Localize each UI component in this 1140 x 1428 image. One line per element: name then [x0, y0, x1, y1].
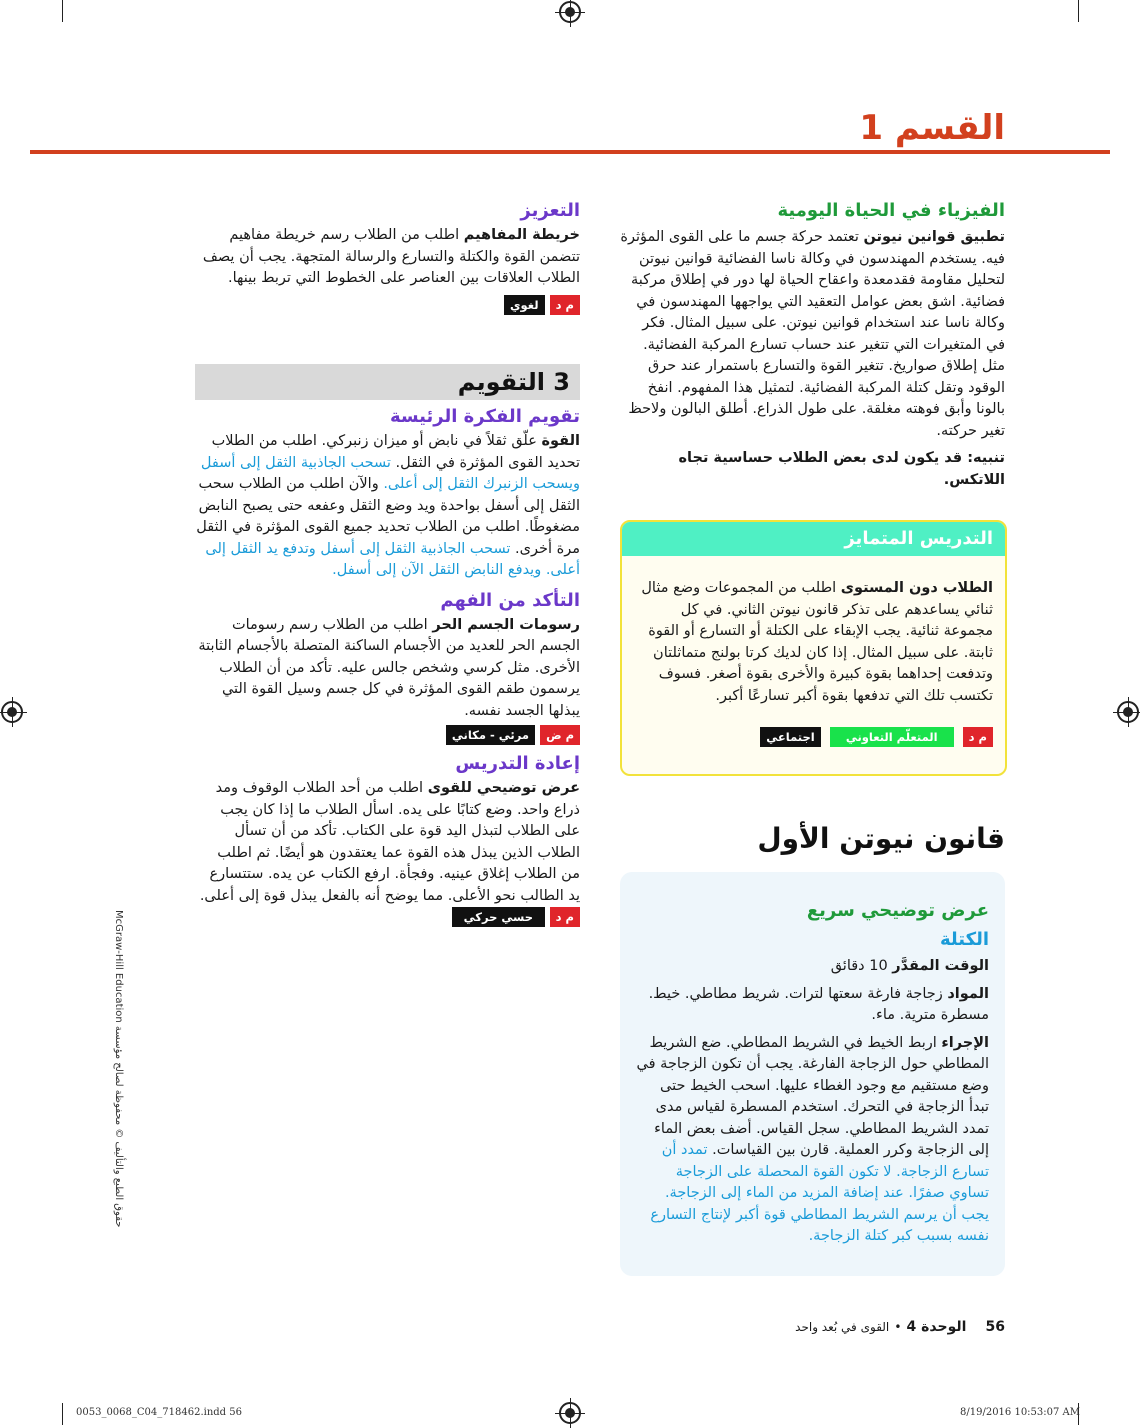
quick-demo-topic: الكتلة	[939, 929, 989, 950]
procedure	[636, 1033, 989, 1248]
diff-tags	[760, 726, 993, 747]
newton-laws-label: تطبيق قوانين نيوتن	[863, 229, 1005, 245]
force-answer-1: تسحب الجاذبية الثقل إلى أسفل ويسحب الزنبرك الثقل إلى أعلى.	[200, 454, 580, 492]
assessment-bar	[195, 364, 580, 400]
tag-linguistic: لغوي	[504, 295, 545, 315]
page-footer	[790, 1316, 1005, 1335]
force-body-1: علّق ثقلاً في نابض أو ميزان زنبركي. اطلب من الطلاب تحديد القوى المؤثرة في الثقل.	[211, 433, 580, 471]
registration-mark-icon	[1, 701, 23, 723]
estimated-time	[636, 956, 989, 978]
section-rule	[30, 150, 1110, 154]
crop-mark	[62, 0, 63, 22]
assessment-section	[195, 406, 580, 929]
materials-text: زجاجة فارغة سعتها لترات. شريط مطاطي. خيط. مسطرة مترية. ماء.	[648, 985, 989, 1023]
force-demo-body: اطلب من أحد الطلاب الوقوف ومد ذراع واحد. وضع كتابًا على يده. اسأل الطلاب ما إذا كان يجب على الطلاب لتبذل اليد قوة على الكتاب. تأكد من أن تسأل الطلاب الذين يبذل هذه القوة عما يعتقدون هو أيضًا. ثم اطلب من الطلاب إغلاق عينيه. وفجأة. ارفع الكتاب عن يده. ستتسارع يد الطالب نحو الأعلى. مما يوضح أنه بالفعل يبذل قوة إلى أعلى.	[199, 780, 580, 904]
reinforce-heading: التعزيز	[520, 200, 580, 221]
tag-level: م د	[963, 727, 993, 747]
reinforce-tags	[195, 294, 580, 315]
footer-chapter: الوحدة 4	[906, 1319, 967, 1335]
verify-understanding-heading: التأكد من الفهم	[440, 589, 580, 611]
differentiated-instruction-box	[620, 520, 1007, 776]
everyday-physics-heading: الفيزياء في الحياة اليومية	[777, 200, 1005, 221]
tag-social: اجتماعي	[760, 727, 820, 747]
differentiated-instruction-title: التدريس المتمايز	[844, 528, 993, 549]
section-title: القسم 1	[859, 108, 1005, 148]
everyday-physics-text	[620, 227, 1005, 442]
tag-level: م د	[550, 295, 580, 315]
crop-mark	[62, 1403, 63, 1425]
procedure-text: اربط الخيط في الشريط المطاطي. ضع الشريط المطاطي حول الزجاجة الفارغة. يجب أن تكون الزجاجة في وضع مستقيم مع وجود الغطاء عليها. اسحب الخيط حتى تبدأ الزجاجة في التحرك. استخدم المسطرة لقياس مدى تمدد الشريط المطاطي. سجل القياس. أضف بعض الماء إلى الزجاجة وكرر العملية. قارن بين القياسات.	[636, 1034, 989, 1158]
procedure-label: الإجراء	[941, 1034, 989, 1051]
registration-mark-icon	[559, 1402, 581, 1424]
registration-mark-icon	[559, 1, 581, 23]
verify-understanding-text	[195, 615, 580, 723]
procedure-answer: تمدد أن تسارع الزجاجة. لا تكون القوة المحصلة على الزجاجة تساوي صفرًا. عند إضافة المزيد من الماء إلى الزجاجة. يجب أن يرسم الشريط المطاطي قوة أكبر لإنتاج التسارع نفسه بسبب كبر كتلة الزجاجة.	[650, 1142, 989, 1244]
crop-mark	[1078, 0, 1079, 22]
tag-level: م ض	[540, 725, 580, 745]
quick-demo-heading: عرض توضيحي سريع	[806, 900, 989, 921]
assessment-title: 3 التقويم	[457, 368, 570, 396]
copyright-side-text: McGraw-Hill Education حقوق الطبع والتأليف © محفوظة لصالح مؤسسة	[113, 910, 124, 1228]
lab-title: قانون نيوتن الأول	[757, 822, 1005, 855]
reteach-heading: إعادة التدريس	[455, 753, 580, 774]
estimated-time-value: 10 دقائق	[830, 958, 888, 974]
materials-label: المواد	[947, 985, 989, 1002]
force-demo-label: عرض توضيحي للقوى	[427, 780, 580, 796]
page-number: 56	[985, 1319, 1005, 1335]
quick-demo-box	[620, 872, 1005, 1276]
tag-kinesthetic: حسي حركي	[452, 907, 545, 927]
force-label: القوة	[541, 433, 580, 449]
below-level-label: الطلاب دون المستوى	[840, 580, 993, 596]
reteach-text	[195, 778, 580, 929]
newton-laws-body: تعتمد حركة جسم ما على القوى المؤثرة فيه. يستخدم المهندسون في وكالة ناسا الفضائية قوانين نيوتن لتحليل مقاومة فقدمعدة واعقاح الحياة لها دور في إطلاق مركبة فضائية. اشق بعض عوامل التعقيد التي يواجهها المهندسون في وكالة ناسا عند استخدام قوانين نيوتن. على سبيل المثال. فكر في المتغيرات التي تتغير عند حساب تسارع المركبة الفضائية. مثل إطلاق صواريخ. تتغير القوة والتسارع باستمرار عند حرق الوقود وتقل كتلة المركبة الفضائية. لتمثيل هذا المفهوم. انفخ بالونا وأبق فوهته مغلقة. على طول الذراع. أطلق البالون ولاحظ تغير حركته.	[620, 229, 1005, 439]
tag-cooperative: المتعلّم التعاوني	[830, 727, 954, 747]
file-slug: 0053_0068_C04_718462.indd 56	[76, 1407, 242, 1418]
reinforce-section	[195, 200, 580, 315]
below-level-body: اطلب من المجموعات وضع مثال ثنائي يساعدهم على تذكر قانون نيوتن الثاني. في كل مجموعة ثنائية. يجب الإبقاء على الكتلة أو التسارع أو القوة ثابتة. على سبيل المثال. إذا كان لديك كرتا بولنج متماثلتان وتدفعت إحداهما بقوة كبيرة والأخرى بقوة أصغر. فسوف تكتسب تلك التي تدفعها بقوة أكبر تسارعًا أكبر.	[641, 580, 993, 704]
right-column	[620, 200, 1005, 491]
free-body-label: رسومات الجسم الحر	[432, 616, 580, 633]
free-body-body: اطلب من الطلاب رسم رسومات الجسم الحر للعديد من الأجسام الساكنة المتصلة بالأجسام الثابتة الأخرى. مثل كرسي وشخص جالس عليه. تأكد من أن الطلاب يرسمون طقم القوى المؤثرة في كل جسم وسيل القوة التي يبذلها الجسد نفسه.	[198, 616, 580, 719]
footer-bullet: •	[894, 1320, 902, 1334]
estimated-time-label: الوقت المقدَّر	[892, 958, 989, 974]
latex-warning	[620, 448, 1005, 491]
check-main-idea-text	[195, 431, 580, 582]
check-main-idea-heading: تقويم الفكرة الرئيسة	[389, 406, 580, 427]
verify-tags	[195, 724, 580, 745]
differentiated-instruction-text	[622, 556, 1005, 707]
force-body-2: والآن اطلب من الطلاب سحب الثقل إلى أسفل بواحدة ويد وضع الثقل وعفعه حتى يصبح النابض مضغوطًا. اطلب من الطلاب تحديد جميع القوى المؤثرة في الثقل مرة أخرى.	[196, 476, 580, 557]
latex-warning-text: تنبيه: قد يكون لدى بعض الطلاب حساسية تجاه اللاتكس.	[678, 450, 1005, 488]
registration-mark-icon	[1117, 701, 1139, 723]
tag-visual-spatial: مرئي - مكاني	[446, 725, 535, 745]
footer-chapter-sub: القوى في بُعد واحد	[795, 1320, 890, 1334]
force-answer-2: تسحب الجاذبية الثقل إلى أسفل وتدفع يد الثقل إلى أعلى. ويدفع النابض الثقل الآن إلى أسفل.	[205, 540, 580, 578]
reinforce-text	[195, 225, 580, 290]
concept-map-body: اطلب من الطلاب رسم خريطة مفاهيم تتضمن القوة والكتلة والتسارع والرسالة المتجهة. يجب أن يصف الطلاب العلاقات بين العناصر على الخطوط التي تربط بينها.	[202, 227, 580, 286]
tag-level: م د	[550, 907, 580, 927]
date-slug: 8/19/2016 10:53:07 AM	[960, 1407, 1081, 1418]
differentiated-instruction-header	[622, 522, 1005, 556]
concept-map-label: خريطة المفاهيم	[463, 227, 580, 243]
materials	[636, 984, 989, 1027]
